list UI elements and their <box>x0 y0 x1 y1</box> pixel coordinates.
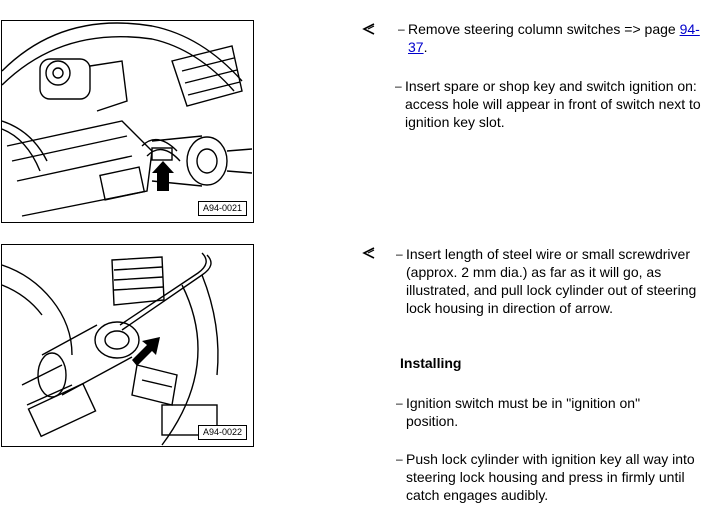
step-dash: – <box>396 452 403 466</box>
section-heading: Installing <box>400 355 462 371</box>
figure-lock-cylinder <box>1 244 254 447</box>
step-text: Remove steering column switches => page <box>408 21 680 37</box>
step-dash: – <box>398 22 405 36</box>
step-dash: – <box>396 247 403 261</box>
step-dash: – <box>396 396 403 410</box>
step-insert-wire <box>396 245 706 317</box>
step-remove-switches <box>398 20 708 56</box>
step-text: Push lock cylinder with ignition key all way into steering lock housing and press in firmly until catch engages audibly. <box>406 451 695 503</box>
step-dash: – <box>395 79 402 93</box>
step-ignition-on <box>396 394 696 430</box>
pointer-icon <box>362 246 376 260</box>
illustration-ignition-switch <box>2 21 253 222</box>
figure-steering-column-switch <box>1 20 254 223</box>
figure-label: A94-0021 <box>198 201 247 216</box>
pointer-icon <box>362 22 376 36</box>
step-insert-key <box>395 77 710 131</box>
step-text: Insert spare or shop key and switch ignition on: access hole will appear in front of switch next to ignition key slot. <box>405 78 701 130</box>
figure-label: A94-0022 <box>198 425 247 440</box>
step-text: Insert length of steel wire or small screwdriver (approx. 2 mm dia.) as far as it will go, as illustrated, and pull lock cylinder out of steering lock housing in direction of arrow. <box>406 246 697 316</box>
page-link[interactable]: 94-37 <box>408 21 700 55</box>
step-push-cylinder <box>396 450 711 504</box>
step-text-end: . <box>423 39 428 55</box>
step-text: Ignition switch must be in "ignition on" position. <box>406 395 641 429</box>
illustration-lock-cylinder-removal <box>2 245 253 446</box>
